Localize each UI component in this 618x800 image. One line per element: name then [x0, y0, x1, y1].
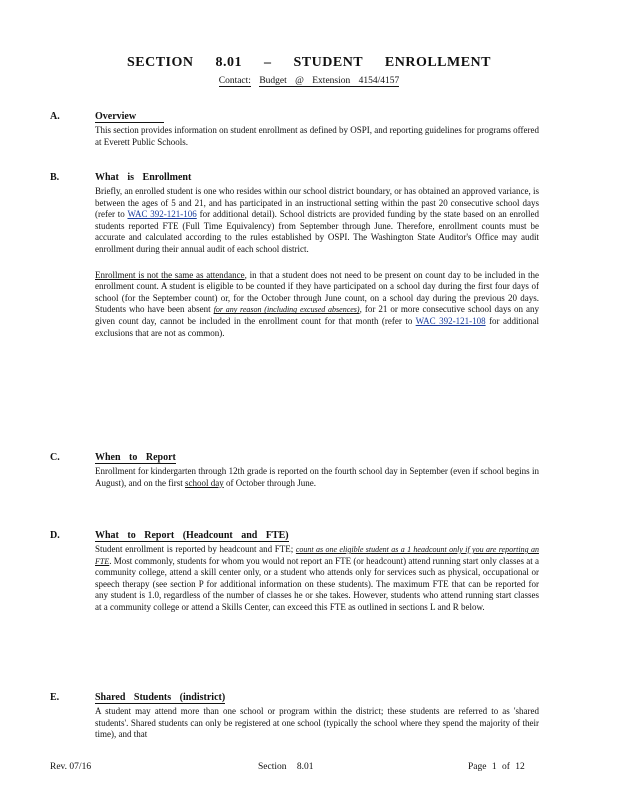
text-run: , in that a student does not need to be present on count day to be included in the enrollment count. A student is eligible to be counted if they have participated on a school day during the first four days of school (for the September count) or, for the October through June count, on a school day during the previous 20 days. Students who have been absent [95, 269, 539, 315]
section-body [95, 706, 539, 741]
contact-text: Budget @ Extension 4154/4157 [259, 76, 400, 86]
text-run: for additional detail). School districts are provided funding by the state based on an enrolled students reported FTE (Full Time Equivalency) from September through June. Therefore, enrollment counts must be accurate and calculated according to the rules established by OSPI. The Washington State Auditor's Office may audit enrollment during their annual audit of each school district. [95, 209, 540, 254]
paragraph [95, 466, 539, 489]
section-heading-text: What to Report (Headcount and FTE) [95, 530, 289, 541]
section-heading-text: What is Enrollment [95, 172, 192, 183]
italic-text: count as one eligible student as a 1 headcount only if you are reporting an FTE [95, 545, 539, 566]
wac-108-link[interactable]: WAC 392-121-108 [415, 315, 486, 326]
paragraph [95, 270, 539, 340]
section-body [95, 125, 539, 148]
text-run: . Most commonly, students for whom you would not report an FTE (or headcount) attend running start only classes at a community college, attend a skill center only, or a student who attends only for services such as physical, occupational or speech therapy (see section P for additional information on these students). The maximum FTE that can be reported for any student is 1.0, regardless of the number of classes he or she takes. However, students who attend running start classes at a community college or attend a Skills Center, can exceed this FTE as outlined in sections L and R below. [95, 555, 539, 612]
footer-section: Section 8.01 [258, 762, 314, 772]
section-heading [95, 111, 164, 123]
text-run: Student enrollment is reported by headcount and FTE; [95, 544, 294, 554]
text-run: of October through June. [226, 477, 316, 488]
section-body [95, 544, 539, 614]
paragraph: A student may attend more than one school or program within the district; these students are referred to as 'shared students'. Shared students can only be registered at one school (typically the school where they spend the majority of their time), and that [95, 706, 539, 740]
section-heading-text: Shared Students (indistrict) [95, 692, 226, 703]
contact-label: Contact: [218, 76, 251, 86]
section-heading [95, 452, 176, 464]
paragraph [95, 544, 539, 614]
wac-106-link[interactable]: WAC 392-121-106 [127, 209, 197, 220]
revision-date: Rev. 07/16 [50, 762, 92, 772]
underlined-text: Enrollment is not the same as attendance [95, 269, 245, 280]
paragraph: This section provides information on student enrollment as defined by OSPI, and reporting guidelines for programs offered at Everett Public Schools. [95, 125, 539, 147]
section-body [95, 186, 539, 339]
italic-text: for any reason (including excused absences) [213, 305, 360, 315]
section-letter: D. [50, 530, 60, 541]
section-body [95, 466, 539, 489]
section-heading [95, 692, 225, 704]
section-heading-text: When to Report [95, 452, 176, 463]
section-heading [95, 172, 191, 183]
text-run: Enrollment for kindergarten through 12th grade is reported on the fourth school day in September (even if school begins in August), and on the first [95, 466, 539, 488]
paragraph [95, 186, 539, 256]
section-letter: B. [50, 172, 60, 183]
section-letter: C. [50, 452, 60, 463]
page-title: SECTION 8.01 – STUDENT ENROLLMENT [126, 55, 492, 70]
section-letter: A. [50, 111, 60, 122]
contact-line [0, 76, 618, 86]
text-run: Briefly, an enrolled student is one who resides within our school district boundary, or has obtained an approved variance, is between the ages of 5 and 21, and has participated in an instructional setting within the past 20 consecutive school days (refer to [95, 186, 539, 220]
section-letter: E. [50, 692, 60, 703]
underlined-text: school day [185, 477, 224, 488]
section-heading [95, 530, 289, 542]
page-number: Page 1 of 12 [468, 762, 525, 772]
text-run: , for 21 or more consecutive school days on any given count day, cannot be included in the enrollment count for that month (refer to [95, 304, 540, 326]
section-heading-text: Overview [95, 111, 164, 123]
text-run: for additional exclusions that are not as common). [95, 315, 539, 338]
